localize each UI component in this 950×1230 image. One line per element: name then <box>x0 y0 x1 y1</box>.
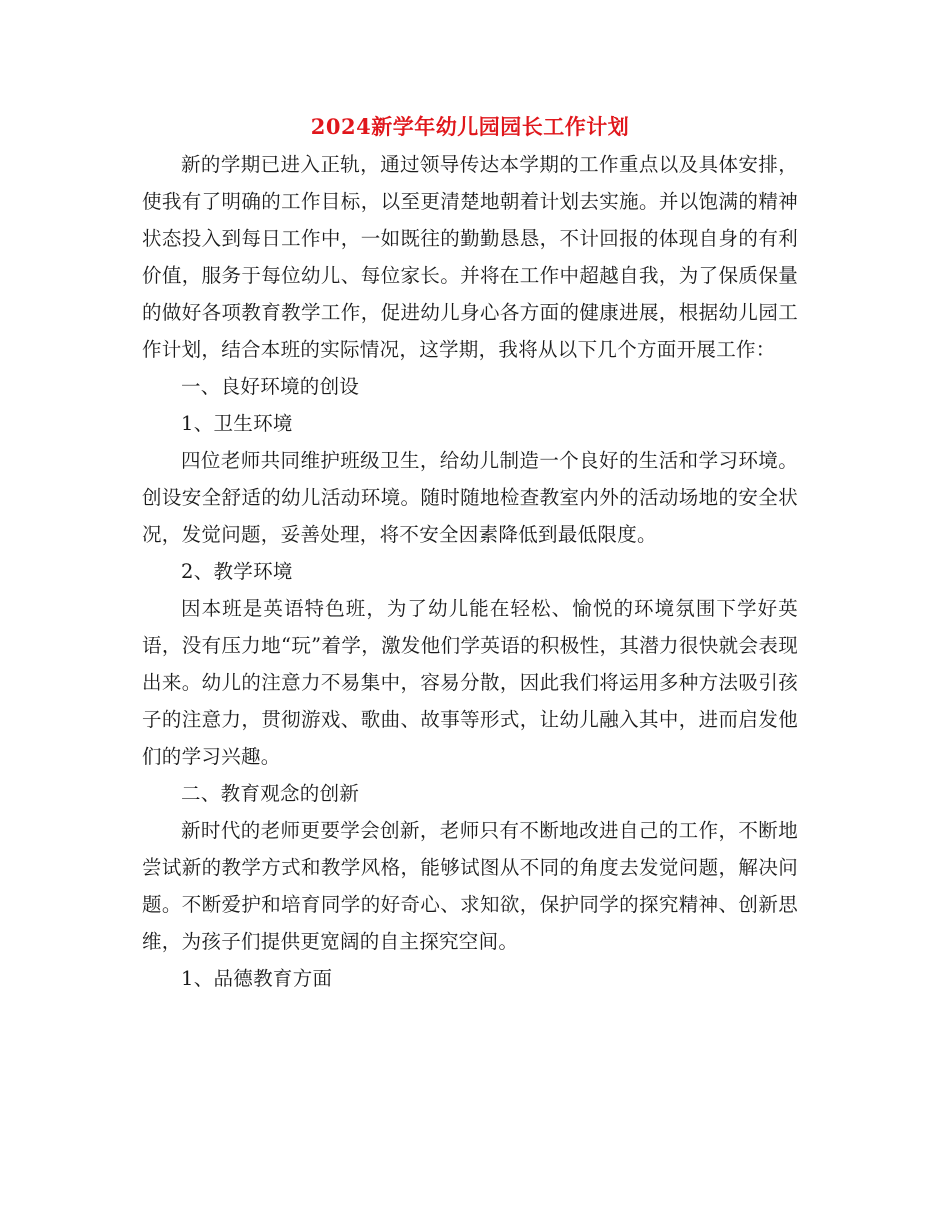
document-body <box>142 108 798 997</box>
subsection-heading-moral: 1、品德教育方面 <box>181 967 333 990</box>
subsection-heading-hygiene: 1、卫生环境 <box>181 412 293 435</box>
section-heading-environment: 一、良好环境的创设 <box>181 375 360 398</box>
intro-paragraph: 新的学期已进入正轨，通过领导传达本学期的工作重点以及具体安排，使我有了明确的工作目标，以至更清楚地朝着计划去实施。并以饱满的精神状态投入到每日工作中，一如既往的勤勤恳恳，不计回报的体现自身的有利价值，服务于每位幼儿、每位家长。并将在工作中超越自我，为了保质保量的做好各项教育教学工作，促进幼儿身心各方面的健康进展，根据幼儿园工作计划，结合本班的实际情况，这学期，我将从以下几个方面开展工作： <box>142 153 798 361</box>
section-heading-innovation: 二、教育观念的创新 <box>181 782 360 805</box>
hygiene-paragraph: 四位老师共同维护班级卫生，给幼儿制造一个良好的生活和学习环境。创设安全舒适的幼儿活动环境。随时随地检查教室内外的活动场地的安全状况，发觉问题，妥善处理，将不安全因素降低到最低限度。 <box>142 449 798 546</box>
innovation-paragraph: 新时代的老师更要学会创新，老师只有不断地改进自己的工作，不断地尝试新的教学方式和教学风格，能够试图从不同的角度去发觉问题，解决问题。不断爱护和培育同学的好奇心、求知欲，保护同学的探究精神、创新思维，为孩子们提供更宽阔的自主探究空间。 <box>142 819 798 953</box>
document-title: 2024新学年幼儿园园长工作计划 <box>310 114 630 139</box>
teaching-paragraph: 因本班是英语特色班，为了幼儿能在轻松、愉悦的环境氛围下学好英语，没有压力地“玩”着学，激发他们学英语的积极性，其潜力很快就会表现出来。幼儿的注意力不易集中，容易分散，因此我们将运用多种方法吸引孩子的注意力，贯彻游戏、歌曲、故事等形式，让幼儿融入其中，进而启发他们的学习兴趣。 <box>142 597 798 768</box>
subsection-heading-teaching: 2、教学环境 <box>181 560 293 583</box>
